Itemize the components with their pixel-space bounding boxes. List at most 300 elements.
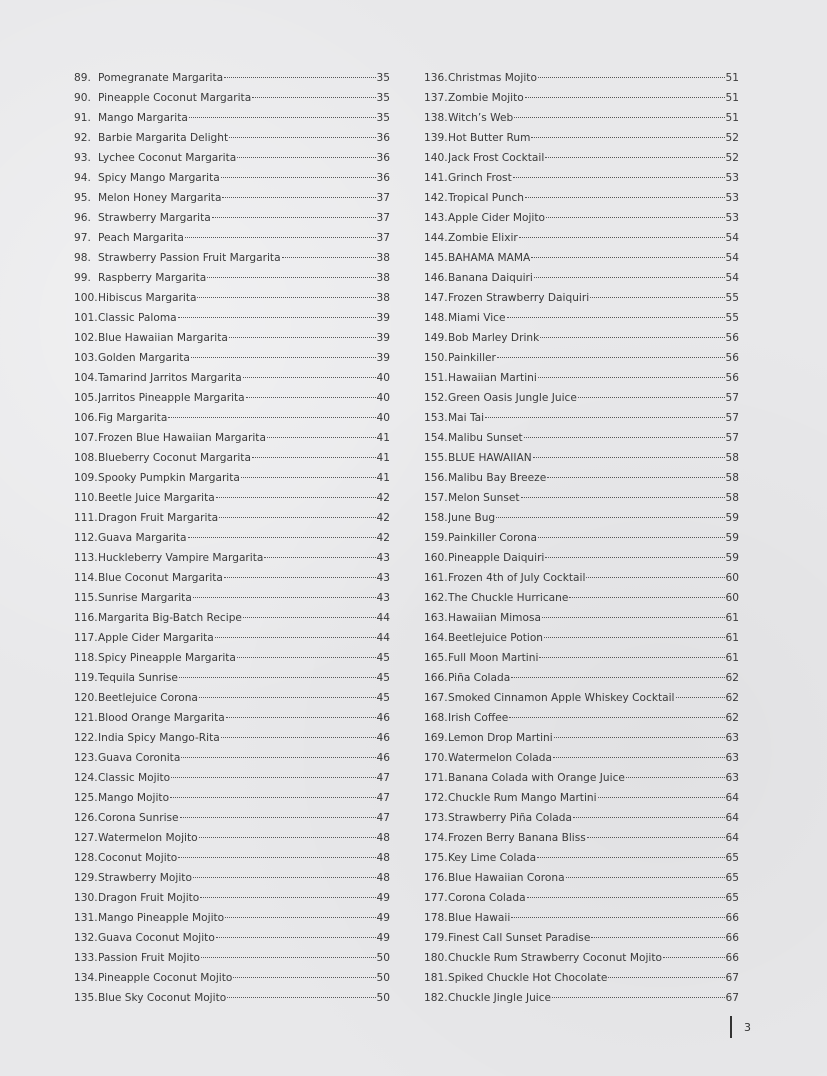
toc-entry[interactable] — [74, 528, 390, 548]
toc-entry-title: Christmas Mojito — [448, 72, 537, 84]
toc-entry-page: 37 — [376, 212, 390, 224]
toc-entry-number: 143. — [424, 212, 448, 224]
toc-entry[interactable] — [74, 168, 390, 188]
dot-leader — [513, 176, 725, 178]
toc-entry[interactable] — [424, 488, 739, 508]
toc-entry-page: 61 — [725, 612, 739, 624]
toc-entry[interactable] — [74, 628, 390, 648]
toc-entry[interactable] — [424, 808, 739, 828]
dot-leader — [193, 596, 376, 598]
toc-entry-page: 41 — [376, 432, 390, 444]
toc-entry-title: Beetle Juice Margarita — [98, 492, 215, 504]
toc-entry[interactable] — [74, 448, 390, 468]
toc-entry-page: 49 — [376, 932, 390, 944]
toc-entry-number: 93. — [74, 152, 91, 164]
toc-entry[interactable] — [424, 708, 739, 728]
toc-entry[interactable] — [74, 408, 390, 428]
toc-entry-title: Pineapple Coconut Mojito — [98, 972, 233, 984]
toc-entry[interactable] — [74, 888, 390, 908]
toc-entry[interactable] — [424, 628, 739, 648]
toc-entry-title: BLUE HAWAIIAN — [448, 452, 532, 464]
toc-entry-number: 146. — [424, 272, 448, 284]
dot-leader — [252, 456, 376, 458]
toc-entry-number: 164. — [424, 632, 448, 644]
toc-entry-title: Painkiller Corona — [448, 532, 537, 544]
dot-leader — [252, 96, 375, 98]
toc-entry[interactable] — [424, 588, 739, 608]
page-number: 3 — [744, 1020, 751, 1034]
toc-entry-number: 130. — [74, 892, 98, 904]
toc-entry-page: 65 — [725, 852, 739, 864]
dot-leader — [243, 616, 376, 618]
dot-leader — [185, 236, 376, 238]
toc-entry-number: 131. — [74, 912, 98, 924]
toc-entry[interactable] — [74, 748, 390, 768]
toc-entry-page: 46 — [376, 752, 390, 764]
toc-entry[interactable] — [74, 948, 390, 968]
dot-leader — [222, 196, 375, 198]
toc-entry-title: Watermelon Mojito — [98, 832, 198, 844]
toc-entry[interactable] — [74, 848, 390, 868]
toc-entry[interactable] — [424, 368, 739, 388]
toc-entry[interactable] — [74, 668, 390, 688]
toc-entry-number: 180. — [424, 952, 448, 964]
toc-entry[interactable] — [74, 788, 390, 808]
dot-leader — [676, 696, 725, 698]
toc-entry[interactable] — [424, 868, 739, 888]
toc-entry-number: 121. — [74, 712, 98, 724]
toc-entry-title: Mai Tai — [448, 412, 485, 424]
toc-entry-title: Classic Mojito — [98, 772, 171, 784]
dot-leader — [200, 896, 375, 898]
toc-entry-page: 62 — [725, 672, 739, 684]
toc-entry-title: Blue Sky Coconut Mojito — [98, 992, 227, 1004]
dot-leader — [507, 316, 725, 318]
toc-entry-page: 42 — [376, 512, 390, 524]
dot-leader — [197, 296, 375, 298]
toc-entry[interactable] — [424, 308, 739, 328]
toc-entry[interactable] — [424, 728, 739, 748]
toc-entry-title: Blood Orange Margarita — [98, 712, 225, 724]
toc-entry[interactable] — [424, 748, 739, 768]
dot-leader — [586, 576, 724, 578]
dot-leader — [237, 656, 376, 658]
toc-entry[interactable] — [74, 768, 390, 788]
toc-entry-title: Sunrise Margarita — [98, 592, 192, 604]
toc-entry[interactable] — [74, 928, 390, 948]
toc-entry-title: Banana Daiquiri — [448, 272, 533, 284]
dot-leader — [525, 196, 725, 198]
toc-entry[interactable] — [424, 408, 739, 428]
toc-entry-page: 53 — [725, 212, 739, 224]
toc-entry-number: 109. — [74, 472, 98, 484]
toc-entry-title: India Spicy Mango-Rita — [98, 732, 220, 744]
toc-entry-number: 162. — [424, 592, 448, 604]
toc-entry[interactable] — [424, 188, 739, 208]
toc-entry-number: 150. — [424, 352, 448, 364]
toc-entry-page: 66 — [725, 912, 739, 924]
toc-entry[interactable] — [424, 968, 739, 988]
toc-entry-title: Banana Colada with Orange Juice — [448, 772, 625, 784]
toc-entry-title: Coconut Mojito — [98, 852, 178, 864]
toc-entry-number: 115. — [74, 592, 98, 604]
toc-entry-number: 98. — [74, 252, 91, 264]
toc-entry-page: 42 — [376, 492, 390, 504]
toc-entry[interactable] — [74, 488, 390, 508]
toc-entry-title: Jarritos Pineapple Margarita — [98, 392, 245, 404]
toc-entry-page: 37 — [376, 192, 390, 204]
dot-leader — [539, 656, 724, 658]
toc-entry[interactable] — [74, 328, 390, 348]
dot-leader — [224, 576, 376, 578]
toc-entry-title: Spooky Pumpkin Margarita — [98, 472, 240, 484]
toc-entry-page: 38 — [376, 292, 390, 304]
toc-entry-page: 50 — [376, 972, 390, 984]
toc-entry[interactable] — [424, 568, 739, 588]
toc-entry-number: 135. — [74, 992, 98, 1004]
toc-entry[interactable] — [424, 328, 739, 348]
toc-entry-page: 54 — [725, 252, 739, 264]
toc-entry[interactable] — [74, 868, 390, 888]
toc-entry-title: Bob Marley Drink — [448, 332, 540, 344]
toc-entry-page: 53 — [725, 172, 739, 184]
toc-entry-page: 62 — [725, 712, 739, 724]
toc-entry-number: 134. — [74, 972, 98, 984]
toc-entry-page: 64 — [725, 792, 739, 804]
toc-entry-title: Mango Margarita — [98, 112, 188, 124]
toc-entry[interactable] — [424, 468, 739, 488]
toc-entry[interactable] — [74, 308, 390, 328]
toc-entry-page: 46 — [376, 732, 390, 744]
dot-leader — [180, 816, 376, 818]
dot-leader — [485, 416, 724, 418]
toc-entry[interactable] — [424, 828, 739, 848]
toc-entry[interactable] — [74, 708, 390, 728]
dot-leader — [544, 636, 725, 638]
dot-leader — [590, 296, 724, 298]
toc-entry-title: Golden Margarita — [98, 352, 190, 364]
toc-entry-title: Strawberry Margarita — [98, 212, 211, 224]
toc-entry-number: 91. — [74, 112, 91, 124]
toc-entry-number: 181. — [424, 972, 448, 984]
toc-entry[interactable] — [74, 248, 390, 268]
dot-leader — [538, 76, 725, 78]
toc-entry-page: 51 — [725, 112, 739, 124]
toc-entry-page: 40 — [376, 412, 390, 424]
toc-entry-title: Dragon Fruit Margarita — [98, 512, 219, 524]
toc-entry[interactable] — [424, 88, 739, 108]
toc-entry[interactable] — [424, 768, 739, 788]
dot-leader — [540, 336, 724, 338]
dot-leader — [578, 396, 725, 398]
toc-entry-title: Frozen Blue Hawaiian Margarita — [98, 432, 266, 444]
toc-entry[interactable] — [424, 228, 739, 248]
toc-entry[interactable] — [424, 388, 739, 408]
toc-entry-page: 54 — [725, 232, 739, 244]
toc-entry-page: 35 — [376, 112, 390, 124]
toc-entry-page: 37 — [376, 232, 390, 244]
toc-entry[interactable] — [74, 468, 390, 488]
toc-entry-number: 119. — [74, 672, 98, 684]
toc-entry-page: 63 — [725, 772, 739, 784]
toc-entry-title: Miami Vice — [448, 312, 506, 324]
dot-leader — [216, 496, 376, 498]
toc-entry-title: Jack Frost Cocktail — [448, 152, 545, 164]
toc-entry-page: 48 — [376, 852, 390, 864]
toc-entry-title: Guava Coronita — [98, 752, 181, 764]
toc-entry-page: 47 — [376, 772, 390, 784]
dot-leader — [207, 276, 375, 278]
toc-entry-page: 63 — [725, 732, 739, 744]
toc-entry-page: 53 — [725, 192, 739, 204]
toc-entry-number: 145. — [424, 252, 448, 264]
toc-entry-title: Classic Paloma — [98, 312, 177, 324]
toc-entry[interactable] — [424, 288, 739, 308]
toc-entry-page: 40 — [376, 372, 390, 384]
toc-entry-title: Frozen Berry Banana Bliss — [448, 832, 586, 844]
page-footer — [730, 1016, 751, 1038]
toc-entry-title: Chuckle Rum Strawberry Coconut Mojito — [448, 952, 662, 964]
toc-entry-page: 51 — [725, 92, 739, 104]
toc-entry-title: Grinch Frost — [448, 172, 512, 184]
toc-entry-number: 142. — [424, 192, 448, 204]
toc-entry-page: 60 — [725, 592, 739, 604]
dot-leader — [229, 336, 376, 338]
dot-leader — [179, 676, 376, 678]
toc-entry[interactable] — [74, 348, 390, 368]
toc-entry-title: Strawberry Passion Fruit Margarita — [98, 252, 281, 264]
toc-entry-page: 55 — [725, 312, 739, 324]
toc-entry-number: 106. — [74, 412, 98, 424]
dot-leader — [587, 836, 725, 838]
toc-entry-page: 67 — [725, 972, 739, 984]
dot-leader — [225, 916, 375, 918]
toc-entry-number: 103. — [74, 352, 98, 364]
toc-entry[interactable] — [74, 808, 390, 828]
toc-entry-page: 43 — [376, 552, 390, 564]
dot-leader — [497, 356, 725, 358]
toc-entry-number: 172. — [424, 792, 448, 804]
toc-entry[interactable] — [74, 608, 390, 628]
toc-entry[interactable] — [74, 368, 390, 388]
dot-leader — [566, 876, 725, 878]
toc-entry-number: 156. — [424, 472, 448, 484]
dot-leader — [511, 676, 724, 678]
toc-entry-title: Beetlejuice Corona — [98, 692, 198, 704]
toc-entry-page: 35 — [376, 92, 390, 104]
toc-entry-number: 160. — [424, 552, 448, 564]
toc-entry[interactable] — [74, 588, 390, 608]
toc-entry-page: 38 — [376, 252, 390, 264]
toc-entry-number: 163. — [424, 612, 448, 624]
toc-entry[interactable] — [74, 508, 390, 528]
toc-entry[interactable] — [424, 168, 739, 188]
dot-leader — [181, 756, 375, 758]
toc-entry-page: 57 — [725, 432, 739, 444]
toc-entry[interactable] — [74, 288, 390, 308]
toc-entry-title: Blueberry Coconut Margarita — [98, 452, 251, 464]
toc-entry-title: Chuckle Jingle Juice — [448, 992, 552, 1004]
toc-entry-number: 167. — [424, 692, 448, 704]
toc-entry[interactable] — [424, 68, 739, 88]
toc-entry[interactable] — [424, 508, 739, 528]
toc-entry-number: 128. — [74, 852, 98, 864]
toc-entry[interactable] — [424, 848, 739, 868]
toc-entry[interactable] — [74, 428, 390, 448]
toc-entry[interactable] — [74, 968, 390, 988]
toc-entry[interactable] — [424, 248, 739, 268]
toc-entry-number: 153. — [424, 412, 448, 424]
dot-leader — [168, 416, 375, 418]
toc-entry[interactable] — [74, 208, 390, 228]
toc-entry-number: 114. — [74, 572, 98, 584]
toc-entry-page: 59 — [725, 512, 739, 524]
toc-entry-title: Hot Butter Rum — [448, 132, 531, 144]
toc-entry[interactable] — [424, 128, 739, 148]
toc-entry-page: 54 — [725, 272, 739, 284]
toc-entry[interactable] — [424, 548, 739, 568]
toc-entry[interactable] — [424, 988, 739, 1008]
toc-entry[interactable] — [74, 228, 390, 248]
dot-leader — [201, 956, 376, 958]
dot-leader — [573, 816, 725, 818]
dot-leader — [521, 496, 725, 498]
toc-entry-page: 43 — [376, 592, 390, 604]
dot-leader — [282, 256, 376, 258]
dot-leader — [531, 136, 724, 138]
toc-entry[interactable] — [74, 548, 390, 568]
toc-entry-title: Beetlejuice Potion — [448, 632, 544, 644]
toc-entry-number: 90. — [74, 92, 91, 104]
dot-leader — [552, 996, 724, 998]
dot-leader — [546, 216, 725, 218]
dot-leader — [227, 996, 375, 998]
toc-entry-page: 67 — [725, 992, 739, 1004]
dot-leader — [246, 396, 376, 398]
toc-entry-title: Apple Cider Mojito — [448, 212, 545, 224]
toc-entry[interactable] — [74, 688, 390, 708]
toc-entry[interactable] — [424, 108, 739, 128]
toc-entry-number: 118. — [74, 652, 98, 664]
toc-entry[interactable] — [424, 448, 739, 468]
toc-entry[interactable] — [424, 148, 739, 168]
toc-entry[interactable] — [424, 648, 739, 668]
toc-entry[interactable] — [74, 268, 390, 288]
toc-entry[interactable] — [424, 268, 739, 288]
toc-entry-title: Peach Margarita — [98, 232, 184, 244]
toc-entry-number: 137. — [424, 92, 448, 104]
toc-entry-number: 125. — [74, 792, 98, 804]
toc-entry-title: Hawaiian Martini — [448, 372, 537, 384]
toc-entry-page: 48 — [376, 872, 390, 884]
toc-entry-title: Spicy Pineapple Margarita — [98, 652, 236, 664]
dot-leader — [525, 96, 725, 98]
toc-entry-number: 113. — [74, 552, 98, 564]
toc-entry-number: 110. — [74, 492, 98, 504]
toc-entry-number: 95. — [74, 192, 91, 204]
toc-entry-number: 107. — [74, 432, 98, 444]
toc-entry-title: Lemon Drop Martini — [448, 732, 553, 744]
toc-entry-number: 176. — [424, 872, 448, 884]
toc-entry-title: Blue Hawaii — [448, 912, 511, 924]
toc-entry[interactable] — [74, 908, 390, 928]
toc-entry-page: 64 — [725, 812, 739, 824]
toc-entry-title: Frozen 4th of July Cocktail — [448, 572, 586, 584]
toc-entry-number: 171. — [424, 772, 448, 784]
toc-entry-page: 55 — [725, 292, 739, 304]
dot-leader — [199, 696, 376, 698]
toc-entry-title: Hawaiian Mimosa — [448, 612, 541, 624]
toc-entry-number: 178. — [424, 912, 448, 924]
dot-leader — [534, 276, 725, 278]
toc-entry[interactable] — [424, 788, 739, 808]
toc-entry-title: Melon Sunset — [448, 492, 520, 504]
dot-leader — [189, 116, 376, 118]
toc-entry[interactable] — [74, 988, 390, 1008]
toc-entry-title: Frozen Strawberry Daiquiri — [448, 292, 590, 304]
toc-entry-title: Irish Coffee — [448, 712, 509, 724]
toc-entry-title: Dragon Fruit Mojito — [98, 892, 200, 904]
toc-entry[interactable] — [74, 648, 390, 668]
toc-entry-number: 158. — [424, 512, 448, 524]
toc-entry[interactable] — [74, 828, 390, 848]
toc-entry-title: Green Oasis Jungle Juice — [448, 392, 577, 404]
toc-entry-title: Piña Colada — [448, 672, 511, 684]
toc-entry-page: 50 — [376, 992, 390, 1004]
toc-entry[interactable] — [424, 428, 739, 448]
toc-entry-page: 49 — [376, 912, 390, 924]
toc-entry[interactable] — [424, 888, 739, 908]
toc-entry[interactable] — [74, 128, 390, 148]
toc-entry-title: Mango Pineapple Mojito — [98, 912, 225, 924]
toc-entry[interactable] — [74, 148, 390, 168]
toc-entry[interactable] — [74, 188, 390, 208]
toc-entry[interactable] — [74, 68, 390, 88]
dot-leader — [221, 176, 376, 178]
toc-entry[interactable] — [424, 668, 739, 688]
toc-entry[interactable] — [424, 528, 739, 548]
toc-entry[interactable] — [74, 568, 390, 588]
toc-entry-number: 123. — [74, 752, 98, 764]
toc-entry[interactable] — [74, 728, 390, 748]
toc-entry[interactable] — [424, 608, 739, 628]
toc-entry[interactable] — [424, 908, 739, 928]
toc-entry[interactable] — [424, 928, 739, 948]
toc-entry[interactable] — [424, 948, 739, 968]
toc-entry-title: June Bug — [448, 512, 496, 524]
toc-entry-page: 43 — [376, 572, 390, 584]
toc-entry-page: 41 — [376, 452, 390, 464]
toc-entry-title: Spicy Mango Margarita — [98, 172, 220, 184]
toc-entry-page: 41 — [376, 472, 390, 484]
toc-entry[interactable] — [74, 388, 390, 408]
dot-leader — [537, 856, 724, 858]
toc-entry[interactable] — [424, 348, 739, 368]
toc-entry-page: 65 — [725, 892, 739, 904]
toc-entry-number: 117. — [74, 632, 98, 644]
toc-entry-title: Tequila Sunrise — [98, 672, 178, 684]
toc-entry[interactable] — [74, 88, 390, 108]
toc-entry-title: Strawberry Piña Colada — [448, 812, 572, 824]
toc-entry-page: 40 — [376, 392, 390, 404]
toc-entry-page: 66 — [725, 932, 739, 944]
toc-entry[interactable] — [424, 208, 739, 228]
toc-entry-number: 136. — [424, 72, 448, 84]
toc-entry[interactable] — [424, 688, 739, 708]
toc-entry-page: 59 — [725, 552, 739, 564]
toc-entry[interactable] — [74, 108, 390, 128]
toc-entry-title: Corona Colada — [448, 892, 526, 904]
